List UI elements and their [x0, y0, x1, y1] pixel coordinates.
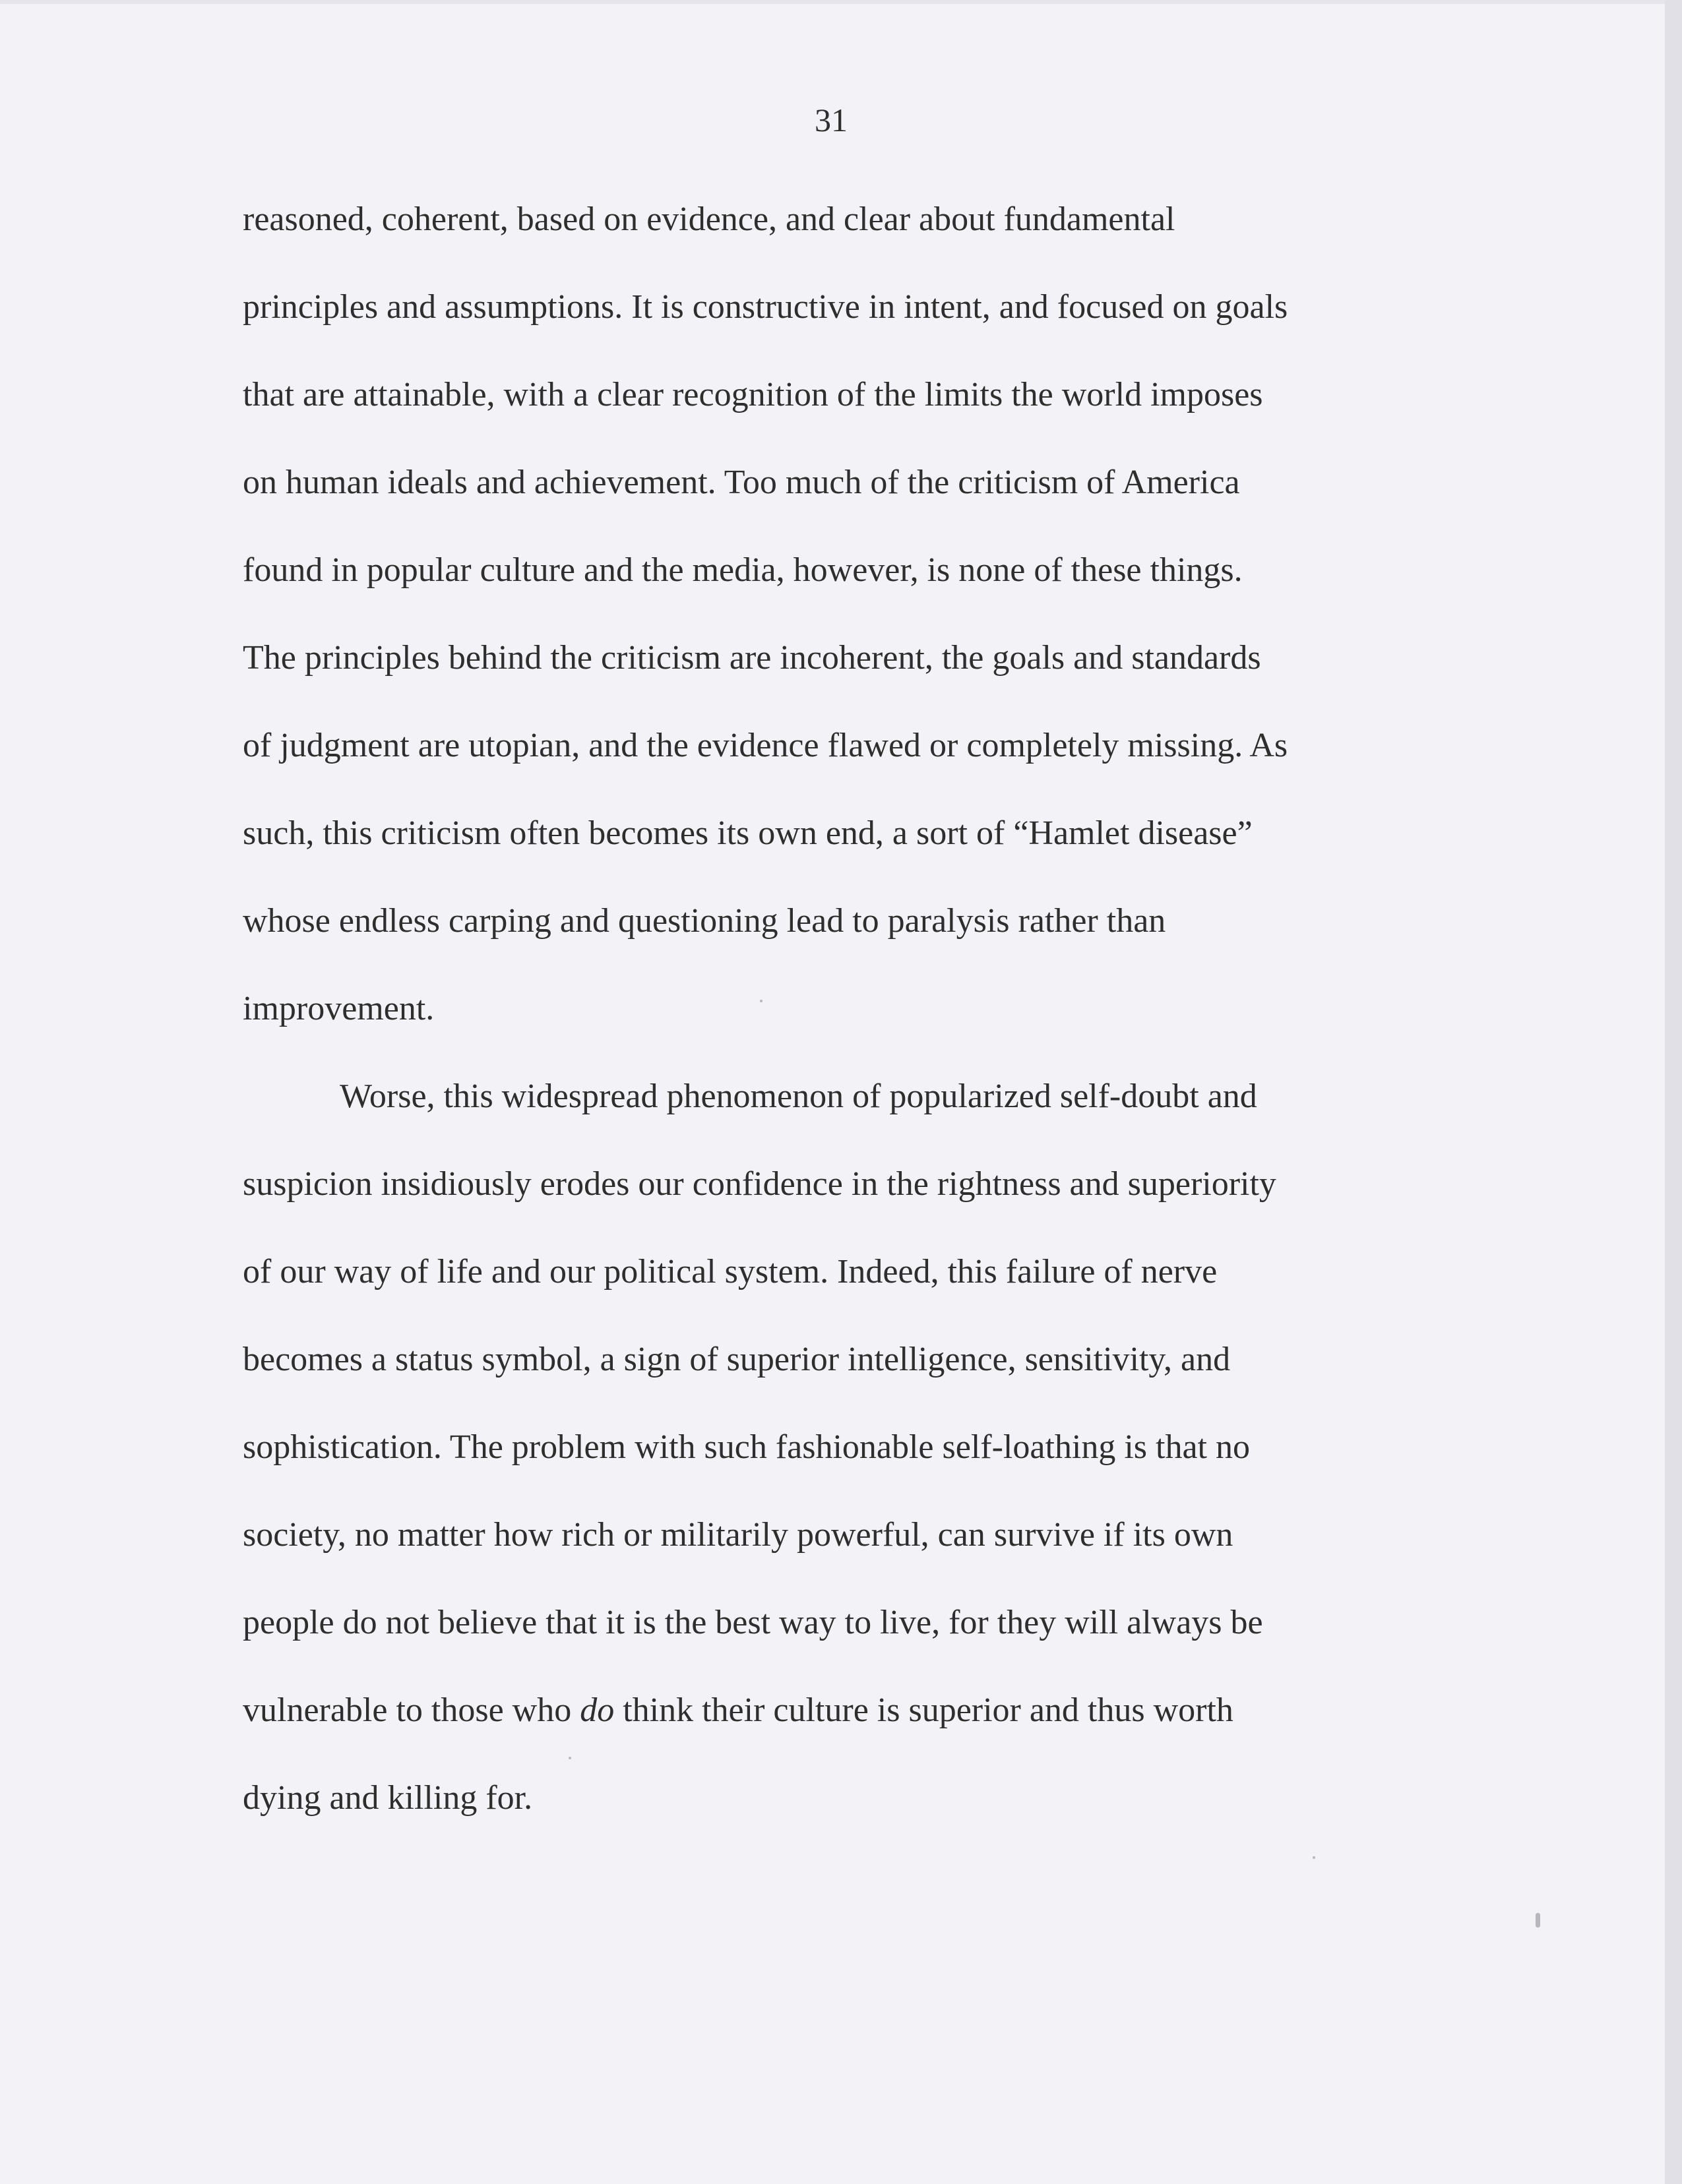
page-top-edge [0, 0, 1682, 4]
paragraph-1-line-4: on human ideals and achievement. Too much of the criticism of America [243, 464, 1240, 501]
emphasis-word: do [580, 1691, 615, 1729]
paragraph-1-line-9: whose endless carping and questioning lead to paralysis rather than [243, 902, 1166, 940]
paragraph-1-line-1: reasoned, coherent, based on evidence, and clear about fundamental [243, 200, 1175, 238]
paragraph-1-line-2: principles and assumptions. It is constructive in intent, and focused on goals [243, 288, 1288, 326]
paragraph-2-line-4: becomes a status symbol, a sign of superior intelligence, sensitivity, and [243, 1341, 1231, 1378]
page-right-edge [1665, 0, 1682, 2184]
scan-speck [760, 1000, 763, 1002]
emphasis-line-before: vulnerable to those who [243, 1691, 580, 1729]
page-number: 31 [815, 102, 848, 138]
paragraph-2-line-9: dying and killing for. [243, 1779, 533, 1817]
paragraph-1-line-3: that are attainable, with a clear recognition of the limits the world imposes [243, 376, 1263, 413]
paragraph-1-line-7: of judgment are utopian, and the evidence flawed or completely missing. As [243, 727, 1288, 764]
paragraph-1-line-10: improvement. [243, 990, 435, 1027]
paragraph-1-line-8: such, this criticism often becomes its own end, a sort of “Hamlet disease” [243, 814, 1253, 852]
paragraph-2-line-2: suspicion insidiously erodes our confidence in the rightness and superiority [243, 1165, 1276, 1203]
paragraph-2-line-8 [243, 1687, 1233, 1734]
paragraph-1-line-5: found in popular culture and the media, however, is none of these things. [243, 551, 1243, 589]
paragraph-2-line-3: of our way of life and our political system. Indeed, this failure of nerve [243, 1253, 1218, 1290]
scan-speck [1313, 1856, 1315, 1859]
emphasis-line-after: think their culture is superior and thus worth [614, 1691, 1233, 1729]
scan-speck [569, 1757, 571, 1759]
paragraph-2-line-5: sophistication. The problem with such fashionable self-loathing is that no [243, 1428, 1250, 1466]
paragraph-1-line-6: The principles behind the criticism are incoherent, the goals and standards [243, 639, 1261, 677]
paragraph-2-line-7: people do not believe that it is the best way to live, for they will always be [243, 1604, 1263, 1641]
paragraph-2-line-1: Worse, this widespread phenomenon of popularized self-doubt and [340, 1077, 1257, 1115]
paragraph-2-line-6: society, no matter how rich or militarily powerful, can survive if its own [243, 1516, 1233, 1554]
scan-speck [1536, 1913, 1540, 1927]
